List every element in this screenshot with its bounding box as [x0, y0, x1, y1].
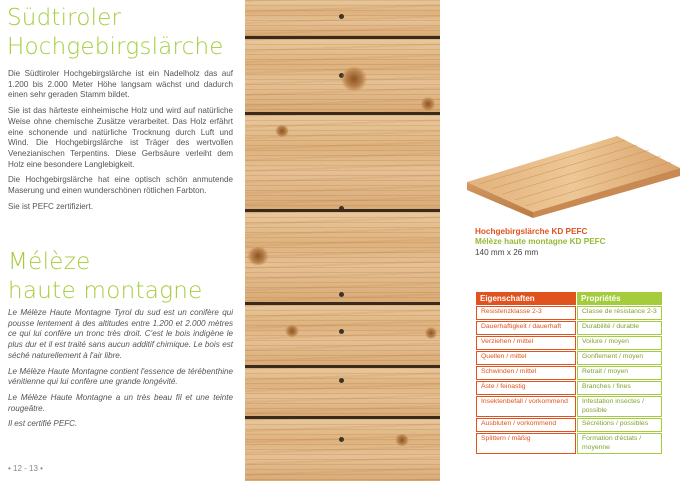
- table-row: [476, 366, 662, 380]
- product-name-de: Hochgebirgslärche KD PEFC: [475, 227, 588, 236]
- screw: [339, 292, 344, 297]
- table-row: [476, 321, 662, 335]
- property-de: Verziehen / mittel: [476, 336, 576, 350]
- wood-knot: [425, 327, 437, 339]
- property-de: Ausbluten / vorkommend: [476, 418, 576, 432]
- table-row: [476, 396, 662, 417]
- product-caption: [475, 227, 606, 258]
- property-fr: Durabilité / durable: [577, 321, 662, 335]
- paragraph-de: Die Südtiroler Hochgebirgslärche ist ein Nadelholz das auf 1.200 bis 2.000 Meter Höhe langsam wächst und dadurch einen sehr geraden Stamm bildet.: [8, 69, 233, 100]
- property-fr: Sécrétions / possibles: [577, 418, 662, 432]
- screw: [339, 206, 344, 209]
- body-fr: [8, 308, 233, 435]
- table-row: [476, 418, 662, 432]
- property-fr: Retrait / moyen: [577, 366, 662, 380]
- table-row: [476, 336, 662, 350]
- property-de: Insektenbefall / vorkommend: [476, 396, 576, 417]
- screw: [339, 378, 344, 383]
- title-de-line1: Südtiroler: [7, 5, 122, 31]
- wood-knot: [395, 434, 409, 446]
- wood-knot: [421, 97, 435, 111]
- property-de: Dauerhaftigkeit / dauerhaft: [476, 321, 576, 335]
- deck-board: [245, 0, 440, 36]
- deck-board: [245, 419, 440, 481]
- title-fr-line2: haute montagne: [8, 278, 203, 304]
- screw: [339, 14, 344, 19]
- table-row: [476, 381, 662, 395]
- deck-board: [245, 368, 440, 416]
- table-row: [476, 306, 662, 320]
- paragraph-de: Sie ist das härteste einheimische Holz und wird auf natürliche Weise ohne chemische Zusätze verarbeitet. Das Holz erfährt eine schonende und natürliche Trocknung durch Luft und Wind. Die Hochgebirgslärche ist Träger des wertvollen Venezianischen Terpentins. Diese Gerbsäure verleiht dem Holz eine besondere Langlebigkeit.: [8, 106, 233, 169]
- paragraph-fr: Il est certifié PEFC.: [8, 419, 78, 429]
- property-fr: Gonflement / moyen: [577, 351, 662, 365]
- title-fr-line1: Mélèze: [8, 249, 91, 275]
- paragraph-fr: Le Mélèze Haute Montagne contient l'essence de térébenthine vénitienne qui lui confère une grande longévité.: [8, 366, 233, 387]
- table-header-row: [476, 292, 662, 305]
- property-fr: Voilure / moyen: [577, 336, 662, 350]
- header-fr: Propriétés: [577, 292, 662, 305]
- property-fr: Infestation insectes / possible: [577, 396, 662, 417]
- product-name-fr: Mélèze haute montagne KD PEFC: [475, 237, 606, 247]
- screw: [339, 329, 344, 334]
- deck-board: [245, 115, 440, 209]
- body-de: [8, 69, 233, 217]
- property-fr: Formation d'éclats / moyenne: [577, 433, 662, 454]
- product-dimensions: 140 mm x 26 mm: [475, 247, 539, 257]
- paragraph-de: Sie ist PEFC zertifiziert.: [8, 201, 94, 211]
- screw: [339, 437, 344, 442]
- property-de: Splittern / mäßig: [476, 433, 576, 454]
- wood-knot: [247, 247, 269, 265]
- wood-knot: [275, 125, 289, 137]
- deck-board: [245, 305, 440, 365]
- table-row: [476, 351, 662, 365]
- property-fr: Classe de résistance 2-3: [577, 306, 662, 320]
- property-de: Äste / feinastig: [476, 381, 576, 395]
- paragraph-de: Die Hochgebirgslärche hat eine optisch schön anmutende Maserung und einen wunderschönen rötlichen Farbton.: [8, 175, 233, 196]
- properties-table: [475, 291, 663, 455]
- title-de-line2: Hochgebirgslärche: [7, 34, 224, 60]
- property-de: Schwinden / mittel: [476, 366, 576, 380]
- property-de: Quellen / mittel: [476, 351, 576, 365]
- table-row: [476, 433, 662, 454]
- deck-board: [245, 212, 440, 302]
- page-numbers: • 12 - 13 •: [8, 464, 43, 473]
- wood-knot: [285, 325, 299, 337]
- paragraph-fr: Le Mélèze Haute Montagne a un très beau fil et une teinte rougeâtre.: [8, 392, 233, 413]
- deck-board: [245, 39, 440, 112]
- wood-knot: [341, 67, 367, 91]
- header-de: Eigenschaften: [476, 292, 576, 305]
- plank-sample-image: [467, 122, 680, 218]
- decking-photo: [245, 0, 440, 481]
- property-fr: Branches / fines: [577, 381, 662, 395]
- property-de: Resistenzklasse 2-3: [476, 306, 576, 320]
- paragraph-fr: Le Mélèze Haute Montagne Tyrol du sud est un conifère qui pousse lentement à des altitudes entre 1.200 et 2.000 mètres ce qui lui confère un tronc très droit. C'est le bois indigène le plus dur et il est traité sans aucun additif chimique. Le bois est séché naturellement à l'air libre.: [8, 308, 233, 360]
- title-fr: [8, 248, 248, 306]
- title-de: [7, 4, 247, 62]
